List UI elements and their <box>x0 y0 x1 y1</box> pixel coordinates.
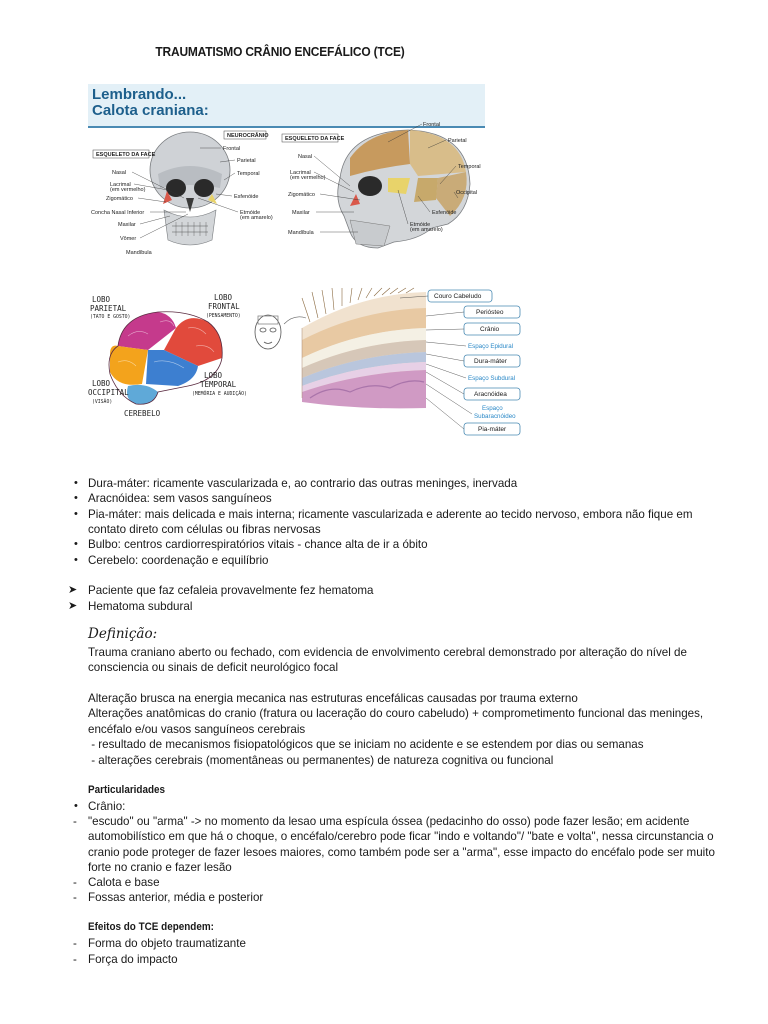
svg-text:Zigomático: Zigomático <box>288 192 315 198</box>
brain-label-lobo-parietal-1: LOBO <box>92 295 111 304</box>
bullet-dot: • <box>74 492 78 504</box>
meninges-label-cranio: Crânio <box>480 326 500 333</box>
svg-text:Temporal: Temporal <box>458 164 481 170</box>
definition-heading: Definição: <box>88 626 158 642</box>
particularidades-text: cranio pode proteger de fazer lesoes maiores, como também pode ser a "arma", esse impacto do encéfalo pode ser muito <box>88 846 715 859</box>
svg-text:Esfenóide: Esfenóide <box>234 194 259 200</box>
brain-label-lobo-frontal-3: (PENSAMENTO) <box>206 314 241 319</box>
efeitos-item: Forma do objeto traumatizante <box>88 937 246 950</box>
svg-text:Temporal: Temporal <box>237 171 260 177</box>
svg-text:Vômer: Vômer <box>120 236 137 242</box>
brain-label-lobo-occipital-2: OCCIPITAL <box>88 388 129 397</box>
svg-text:Frontal: Frontal <box>223 146 241 152</box>
svg-text:Parietal: Parietal <box>237 158 256 164</box>
paragraph-line: - alterações cerebrais (momentâneas ou permanentes) de natureza cognitiva ou funcional <box>88 754 554 767</box>
definition-line: consciencia ou sinais de deficit neurológico focal <box>88 661 339 674</box>
brain-lobes-figure <box>88 288 247 423</box>
brain-label-lobo-occipital-1: LOBO <box>92 379 111 388</box>
skull-side-view <box>282 122 481 248</box>
bullet-dot: • <box>74 477 78 489</box>
skull-figure-heading-2: Calota craniana: <box>92 102 209 119</box>
dash-bullet: - <box>73 815 77 828</box>
head-outline-icon <box>255 315 281 349</box>
particularidades-item: Calota e base <box>88 876 160 889</box>
skull-label-face-skeleton-right: ESQUELETO DA FACE <box>285 136 345 142</box>
meninges-label-pia-mater: Pia-máter <box>478 426 507 433</box>
dash-bullet: - <box>73 937 77 950</box>
svg-text:Parietal: Parietal <box>448 138 467 144</box>
svg-text:Nasal: Nasal <box>298 154 313 160</box>
meninges-illustration <box>240 288 525 440</box>
skull-figure-heading-1: Lembrando... <box>92 86 187 103</box>
skull-front-view <box>91 131 273 256</box>
brain-label-lobo-frontal-1: LOBO <box>214 293 233 302</box>
svg-text:Lacrimal: Lacrimal <box>290 170 311 176</box>
brain-label-lobo-temporal-2: TEMPORAL <box>200 380 237 389</box>
brain-label-lobo-parietal-3: (TATO E GOSTO) <box>90 315 131 320</box>
svg-text:Mandíbula: Mandíbula <box>126 250 152 256</box>
meninges-label-espaco-epidural: Espaço Epidural <box>468 343 514 350</box>
svg-text:(em amarelo): (em amarelo) <box>410 227 443 233</box>
svg-text:Occipital: Occipital <box>456 190 478 196</box>
meninges-labels <box>428 290 520 435</box>
particularidades-text: "escudo" ou "arma" -> no momento da lesao uma espícula óssea (pedacinho do osso) pode fazer lesão; em acidente <box>88 815 690 828</box>
skull-label-face-skeleton-left: ESQUELETO DA FACE <box>96 152 156 158</box>
svg-text:Frontal: Frontal <box>423 122 441 128</box>
svg-text:(em vermelho): (em vermelho) <box>110 187 146 193</box>
svg-text:Etmóide: Etmóide <box>240 210 261 216</box>
brain-label-cerebelo: CEREBELO <box>124 409 161 418</box>
meninges-label-periosteo: Periósteo <box>476 309 504 316</box>
brain-label-lobo-temporal-3: (MEMÓRIA E AUDIÇÃO) <box>192 392 247 397</box>
particularidades-bullet: Crânio: <box>88 800 126 813</box>
svg-text:Zigomático: Zigomático <box>106 196 133 202</box>
dash-bullet: - <box>73 876 77 889</box>
meninges-label-subaracnoideo: Subaracnóideo <box>474 413 516 420</box>
particularidades-heading: Particularidades <box>88 784 166 796</box>
brain-label-lobo-frontal-2: FRONTAL <box>208 302 240 311</box>
bullet-item: Aracnóidea: sem vasos sanguíneos <box>88 492 272 505</box>
svg-text:Esfenóide: Esfenóide <box>432 210 457 216</box>
arrow-bullet-icon: ➤ <box>68 584 78 596</box>
skull-illustrations <box>88 122 485 256</box>
particularidades-text: automobilístico em que há o choque, o encéfalo/cerebro pode ficar "indo e voltando"/ "bate e volta", nessa circunstancia o <box>88 830 714 843</box>
svg-text:Maxilar: Maxilar <box>292 210 310 216</box>
skull-figure <box>88 84 485 256</box>
meninges-label-dura-mater: Dura-máter <box>474 358 507 365</box>
paragraph-line: - resultado de mecanismos fisiopatológicos que se iniciam no acidente e se estendem por dias ou semanas <box>88 738 644 751</box>
svg-text:Etmóide: Etmóide <box>410 222 431 228</box>
definition-line: Trauma craniano aberto ou fechado, com evidencia de envolvimento cerebral demonstrado por alteração do nível de <box>88 646 687 659</box>
bullet-item: Cerebelo: coordenação e equilíbrio <box>88 554 269 567</box>
paragraph-line: encéfalo e/ou vasos sanguíneos cerebrais <box>88 723 306 736</box>
paragraph-line: Alteração brusca na energia mecanica nas estruturas encefálicas causadas por trauma externo <box>88 692 578 705</box>
svg-text:(em amarelo): (em amarelo) <box>240 215 273 221</box>
efeitos-heading: Efeitos do TCE dependem: <box>88 921 214 933</box>
arrow-item: Hematoma subdural <box>88 600 193 613</box>
bullet-dot: • <box>74 554 78 566</box>
meninges-label-couro-cabeludo: Couro Cabeludo <box>434 293 482 300</box>
brain-label-lobo-temporal-1: LOBO <box>204 371 223 380</box>
document-title: TRAUMATISMO CRÂNIO ENCEFÁLICO (TCE) <box>155 44 405 59</box>
bullet-item: Pia-máter: mais delicada e mais interna; ricamente vascularizada e aderente ao tecido nervoso, embora não fique em <box>88 508 693 521</box>
meninges-label-espaco: Espaço <box>482 405 503 412</box>
bullet-dot: • <box>74 538 78 550</box>
svg-text:Nasal: Nasal <box>112 170 127 176</box>
svg-text:Mandíbula: Mandíbula <box>288 230 314 236</box>
bullet-item: Bulbo: centros cardiorrespiratórios vitais - chance alta de ir a óbito <box>88 538 428 551</box>
bullet-dot: • <box>74 800 78 812</box>
meninges-figure <box>240 288 525 440</box>
svg-text:Concha Nasal Inferior: Concha Nasal Inferior <box>91 210 145 216</box>
svg-text:(em vermelho): (em vermelho) <box>290 175 326 181</box>
brain-label-lobo-occipital-3: (VISÃO) <box>92 400 113 405</box>
svg-text:Lacrimal: Lacrimal <box>110 182 131 188</box>
dash-bullet: - <box>73 953 77 966</box>
efeitos-item: Força do impacto <box>88 953 178 966</box>
bullet-item: Dura-máter: ricamente vascularizada e, ao contrario das outras meninges, inervada <box>88 477 518 490</box>
arrow-bullet-icon: ➤ <box>68 600 78 612</box>
arrow-item: Paciente que faz cefaleia provavelmente fez hematoma <box>88 584 374 597</box>
bullet-item-continuation: contato direto com células ou fibras nervosas <box>88 523 321 536</box>
particularidades-item: Fossas anterior, média e posterior <box>88 891 264 904</box>
brain-illustration <box>88 288 247 423</box>
svg-text:Maxilar: Maxilar <box>118 222 136 228</box>
skull-label-neurocranio: NEUROCRÂNIO <box>227 133 269 139</box>
meninges-label-aracnoidea: Aracnóidea <box>474 391 507 398</box>
particularidades-text: forte no cranio e fazer lesão <box>88 861 232 874</box>
bullet-dot: • <box>74 508 78 520</box>
meninges-label-espaco-subdural: Espaço Subdural <box>468 375 516 382</box>
brain-label-lobo-parietal-2: PARIETAL <box>90 304 127 313</box>
dash-bullet: - <box>73 891 77 904</box>
paragraph-line: Alterações anatômicas do cranio (fratura ou laceração do couro cabeludo) + comprometimento funcional das meninges, <box>88 707 704 720</box>
